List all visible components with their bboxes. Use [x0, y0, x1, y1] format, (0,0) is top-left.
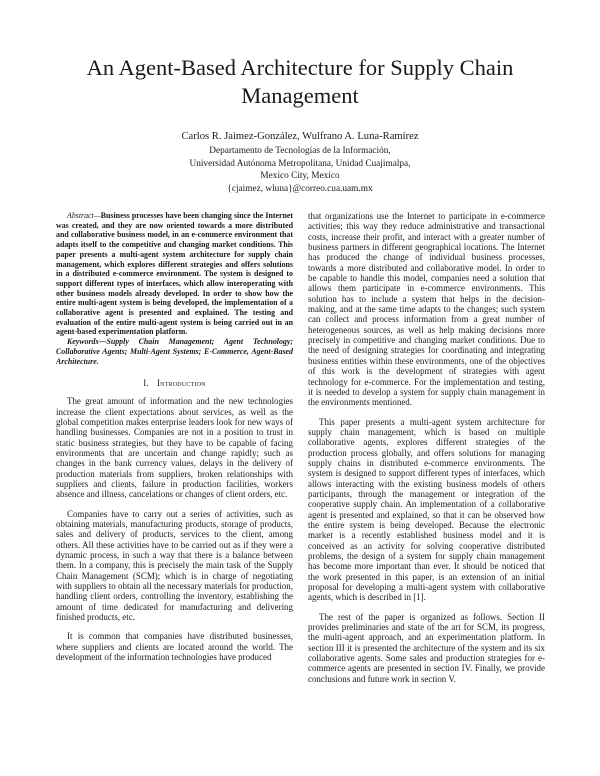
abstract — [56, 211, 293, 337]
paper-title: An Agent-Based Architecture for Supply Chain Management — [86, 55, 514, 108]
author-list: Carlos R. Jaimez-González, Wulfrano A. Luna-Ramírez — [181, 131, 419, 142]
keywords: Keywords—Supply Chain Management; Agent Technology; Collaborative Agents; Multi-Agent Systems; E-Commerce, Agent-Based Architecture. — [56, 337, 293, 366]
body-paragraph: This paper presents a multi-agent system architecture for supply chain management, which is based on multiple collaborative agents, explores different strategies of the production process globally, and offers solutions for managing supply chains in distributed e-commerce environments. The system is designed to support different types of interfaces, which allows interacting with the existing business models of others participants, through the management or integration of the cooperative supply chain. An implementation of a collaborative agent is presented and explained, so that it can be observed how the entire system is being developed. Because the electronic market is a recently established business model and it is conceived as an activity for solving cooperative distributed problems, the design of a system for supply chain management has become more important than ever. It should be noticed that the work presented in this paper, is an extension of an initial proposal for developing a multi-agent system with collaborative agents, which is described in [1]. — [308, 416, 545, 603]
body-paragraph: The rest of the paper is organized as follows. Section II provides preliminaries and state of the art for SCM, its progress, the multi-agent approach, and an experimentation platform. In section III it is presented the architecture of the system and its six collaborative agents. Some sales and production strategies for e-commerce agents are presented in section IV. Finally, we provide conclusions and future work in section V. — [308, 611, 545, 684]
affiliation-email: {cjaimez, wluna}@correo.cua.uam.mx — [227, 183, 373, 194]
affiliation-block — [40, 145, 560, 195]
section-heading-introduction — [56, 378, 293, 389]
section-number: I. — [143, 378, 149, 389]
body-paragraph: It is common that companies have distributed businesses, where suppliers and clients are located around the world. The development of the information technologies have produced — [56, 631, 293, 663]
left-column — [56, 211, 293, 663]
body-paragraph: The great amount of information and the new technologies increase the client expectations about services, as well as the global competition makes enterprise leaders look for new ways of handling businesses. Companies are not in a position to trust in static business strategies, but they have to be capable of facing environments that are uncertain and change rapidly; such as changes in the bank currency values, delays in the delivery of production materials from suppliers, broken relationships with suppliers and clients, failure in production facilities, workers absence and illness, cancelations or changes of client orders, etc. — [56, 396, 293, 500]
abstract-lead: Abstract— — [67, 211, 101, 220]
section-title: Introduction — [156, 378, 206, 389]
affiliation-university: Universidad Autónoma Metropolitana, Unidad Cuajimalpa, — [189, 158, 411, 169]
affiliation-department: Departamento de Tecnologías de la Información, — [209, 146, 391, 156]
affiliation-city: Mexico City, Mexico — [260, 171, 340, 182]
body-paragraph: that organizations use the Internet to participate in e-commerce activities; this way they reduce administrative and transactional costs, increase their profit, and interact with a greater number of business partners in different geographical locations. The Internet has produced the change of individual business processes, towards a more distributed and collaborative model. In order to be capable to handle this model, companies need a solution that allows them participate in e-commerce environments. This solution has to include a system that helps in the decision-making, and at the same time adapts to the changes; such system can collect and process information from a great number of heterogeneous sources, as well as help making decisions more precisely in competitive and changing market conditions. Due to the need of designing strategies for coordinating and integrating business entities within these environments, one of the objectives of this work is the development of strategies with agent technology for e-commerce. For the implementation and testing, it is needed to develop a system for supply chain management in the environments mentioned. — [308, 211, 545, 408]
abstract-text: Business processes have been changing since the Internet was created, and they are now oriented towards a more distributed and collaborative business model, in an e-commerce environment that adapts itself to the competitive and changing market conditions. This paper presents a multi-agent system architecture for supply chain management, which explores different strategies and offers solutions in a distributed e-commerce environment. The system is designed to support different types of interfaces, which allow interoperating with other business models already developed. In order to show how the entire multi-agent system is being developed, the implementation of a collaborative agent is presented and explained. The testing and evaluation of the entire multi-agent system is being carried out in an agent-based experimentation platform. — [56, 211, 293, 337]
body-paragraph: Companies have to carry out a series of activities, such as obtaining materials, manufacturing products, storage of products, sales and delivery of products, services to the client, among others. All these activities have to be carried out as if they were a dynamic process, in such a way that there is a balance between them. In a company, this is precisely the main task of the Supply Chain Management (SCM); which is in charge of negotiating with suppliers to obtain all the necessary materials for production, handling client orders, controlling the inventory, establishing the amount of time dedicated for manufacturing and delivering finished products, etc. — [56, 508, 293, 623]
right-column — [308, 211, 545, 684]
